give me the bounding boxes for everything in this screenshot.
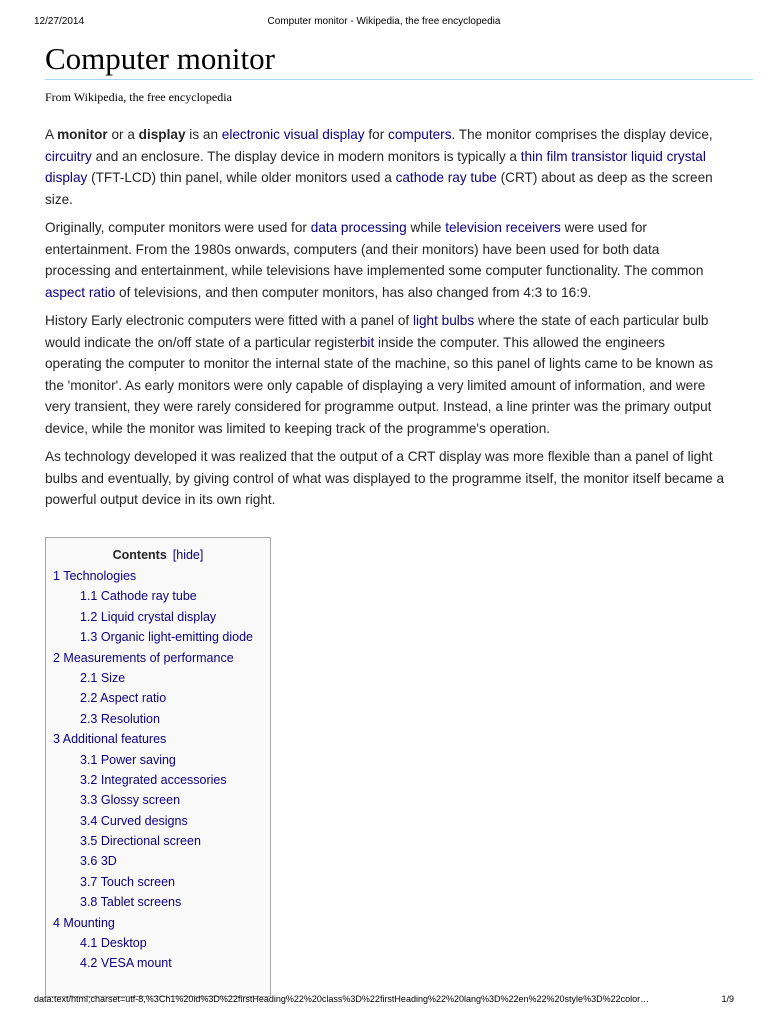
toc-item <box>46 586 270 606</box>
toc-item <box>46 566 270 586</box>
toc-link[interactable]: 3 Additional features <box>53 732 167 747</box>
toc-item <box>46 668 270 688</box>
toc-hide-toggle[interactable]: [hide] <box>172 548 204 562</box>
toc-item <box>46 770 270 790</box>
link-tft-lcd[interactable]: thin film transistor liquid crystal display <box>45 148 706 185</box>
link-television-receivers[interactable]: television receivers <box>445 220 561 235</box>
print-header <box>34 16 734 30</box>
toc-title <box>46 546 270 566</box>
print-document-title: Computer monitor - Wikipedia, the free encyclopedia <box>267 16 501 27</box>
toc-item <box>46 648 270 668</box>
toc-item <box>46 892 270 912</box>
toc-link[interactable]: 1 Technologies <box>53 569 137 583</box>
toc-link[interactable]: 2.2 Aspect ratio <box>80 691 167 706</box>
intro-paragraph-1: A monitor or a display is an electronic visual display for computers. The monitor comprises the display device, circuitry and an enclosure. The display device in modern monitors is typically a thin film transistor liquid crystal display (TFT-LCD) thin panel, while older monitors used a cathode ray tube (CRT) about as deep as the screen size. <box>45 127 713 207</box>
toc-link[interactable]: 3.1 Power saving <box>80 752 176 767</box>
toc-item <box>46 913 270 933</box>
toc-link[interactable]: 3.2 Integrated accessories <box>80 772 227 787</box>
toc-item <box>46 627 270 647</box>
toc-item <box>46 851 270 871</box>
table-of-contents <box>45 537 271 997</box>
print-date: 12/27/2014 <box>34 16 85 27</box>
toc-link[interactable]: 4 Mounting <box>53 915 115 930</box>
term-monitor: monitor <box>57 127 108 142</box>
toc-link[interactable]: 3.6 3D <box>80 854 117 869</box>
print-page-number: 1/9 <box>721 994 734 1004</box>
toc-link[interactable]: 3.7 Touch screen <box>80 874 175 889</box>
toc-heading: Contents <box>112 548 167 562</box>
print-url: data:text/html;charset=utf-8,%3Ch1%20id%3D%22firstHeading%22%20class%3D%22firstHeading%22%20lang%3D%22en%22%20style%3D%22color… <box>34 994 650 1004</box>
term-display: display <box>138 127 186 142</box>
article-body <box>45 124 725 518</box>
link-computers[interactable]: computers <box>388 127 452 142</box>
toc-item <box>46 811 270 831</box>
toc-link[interactable]: 3.8 Tablet screens <box>80 895 182 910</box>
toc-link[interactable]: 2.3 Resolution <box>80 711 160 726</box>
site-tagline: From Wikipedia, the free encyclopedia <box>45 90 232 104</box>
link-circuitry[interactable]: circuitry <box>45 148 92 164</box>
toc-item <box>46 831 270 851</box>
link-cathode-ray-tube[interactable]: cathode ray tube <box>395 170 497 185</box>
toc-link[interactable]: 1.2 Liquid crystal display <box>80 609 217 624</box>
toc-link[interactable]: 2.1 Size <box>80 670 126 685</box>
history-paragraph: History Early electronic computers were fitted with a panel of light bulbs where the state of each particular bulb would indicate the on/off state of a particular registerbit inside the computer. This allowed the engineers operating the computer to monitor the internal state of the machine, so this panel of lights came to be known as the 'monitor'. As early monitors were only capable of displaying a very limited amount of information, and were very transient, they were rarely considered for programme output. Instead, a line printer was the primary output device, while the monitor was limited to keeping track of the programme's operation. <box>45 313 713 436</box>
page-title: Computer monitor <box>45 40 753 80</box>
toc-link[interactable]: 3.4 Curved designs <box>80 813 188 828</box>
toc-item <box>46 729 270 749</box>
toc-link[interactable]: 1.3 Organic light-emitting diode <box>80 630 254 645</box>
toc-item <box>46 607 270 627</box>
toc-link[interactable]: 4.1 Desktop <box>80 936 147 951</box>
link-light-bulbs[interactable]: light bulbs <box>412 313 475 328</box>
toc-item <box>46 953 270 973</box>
link-data-processing[interactable]: data processing <box>310 220 407 235</box>
technology-paragraph: As technology developed it was realized that the output of a CRT display was more flexible than a panel of light bulbs and eventually, by giving control of what was displayed to the programme itself, the monitor itself became a powerful output device in its own right. <box>45 449 725 507</box>
toc-item <box>46 872 270 892</box>
intro-paragraph-2: Originally, computer monitors were used for data processing while television receivers were used for entertainment. From the 1980s onwards, computers (and their monitors) have been used for both data processing and entertainment, while televisions have implemented some computer functionality. The common aspect ratio of televisions, and then computer monitors, has also changed from 4:3 to 16:9. <box>45 220 704 300</box>
toc-link[interactable]: 1.1 Cathode ray tube <box>80 589 197 604</box>
toc-item <box>46 790 270 810</box>
toc-list <box>46 566 270 974</box>
toc-item <box>46 750 270 770</box>
print-footer <box>34 994 734 1008</box>
link-electronic-visual-display[interactable]: electronic visual display <box>221 127 365 142</box>
toc-link[interactable]: 3.3 Glossy screen <box>80 793 181 808</box>
toc-link[interactable]: 2 Measurements of performance <box>53 650 234 665</box>
toc-item <box>46 688 270 708</box>
toc-item <box>46 933 270 953</box>
toc-link[interactable]: 3.5 Directional screen <box>80 834 201 849</box>
link-aspect-ratio[interactable]: aspect ratio <box>45 284 116 300</box>
link-bit[interactable]: bit <box>359 334 375 350</box>
toc-link[interactable]: 4.2 VESA mount <box>80 956 172 971</box>
toc-item <box>46 709 270 729</box>
